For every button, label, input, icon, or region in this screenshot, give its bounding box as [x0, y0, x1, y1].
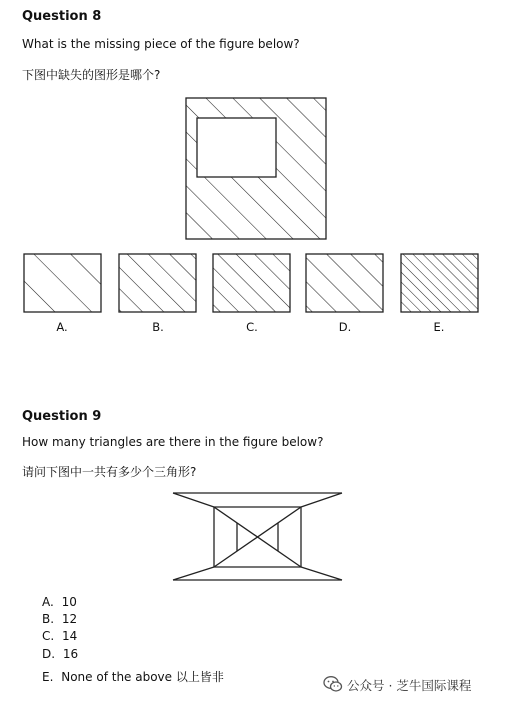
option-d-label[interactable]: D. [338, 320, 352, 334]
hatched-square-with-hole [186, 98, 326, 239]
answer-d-letter: D. [42, 647, 56, 661]
question-9-text-en: How many triangles are there in the figure below? [22, 435, 324, 449]
answer-e-text: None of the above 以上皆非 [61, 670, 224, 684]
option-a-figure[interactable] [24, 254, 101, 312]
question-9-title: Question 9 [22, 409, 102, 424]
option-d-figure[interactable] [306, 254, 383, 312]
option-c-label[interactable]: C. [246, 320, 258, 334]
answer-a-text: 10 [61, 595, 77, 609]
answer-e[interactable] [42, 668, 224, 685]
answer-d-text: 16 [62, 647, 79, 661]
question-9-text-zh: 请问下图中一共有多少个三角形? [22, 465, 197, 479]
watermark-text: 公众号 · 芝牛国际课程 [347, 678, 472, 693]
answer-c-letter: C. [42, 629, 55, 643]
answer-a[interactable] [42, 595, 77, 609]
answer-b-text: 12 [61, 612, 78, 626]
option-e-label[interactable]: E. [433, 320, 445, 334]
wechat-icon [323, 674, 343, 694]
question-8-text-zh: 下图中缺失的图形是哪个? [22, 68, 161, 82]
question-8-text-en: What is the missing piece of the figure below? [22, 37, 300, 51]
option-c-figure[interactable] [213, 254, 290, 312]
option-e-figure[interactable] [401, 254, 478, 312]
option-b-label[interactable]: B. [152, 320, 164, 334]
answer-b-letter: B. [42, 612, 55, 626]
question-8-title: Question 8 [22, 9, 102, 24]
answer-d[interactable] [42, 647, 78, 661]
answer-c-text: 14 [62, 629, 78, 643]
option-b-figure[interactable] [119, 254, 196, 312]
question-9-figure [173, 493, 342, 580]
answer-a-letter: A. [42, 595, 54, 609]
answer-e-letter: E. [42, 670, 54, 684]
option-a-label[interactable]: A. [56, 320, 68, 334]
answer-b[interactable] [42, 612, 77, 626]
answer-c[interactable] [42, 629, 77, 643]
